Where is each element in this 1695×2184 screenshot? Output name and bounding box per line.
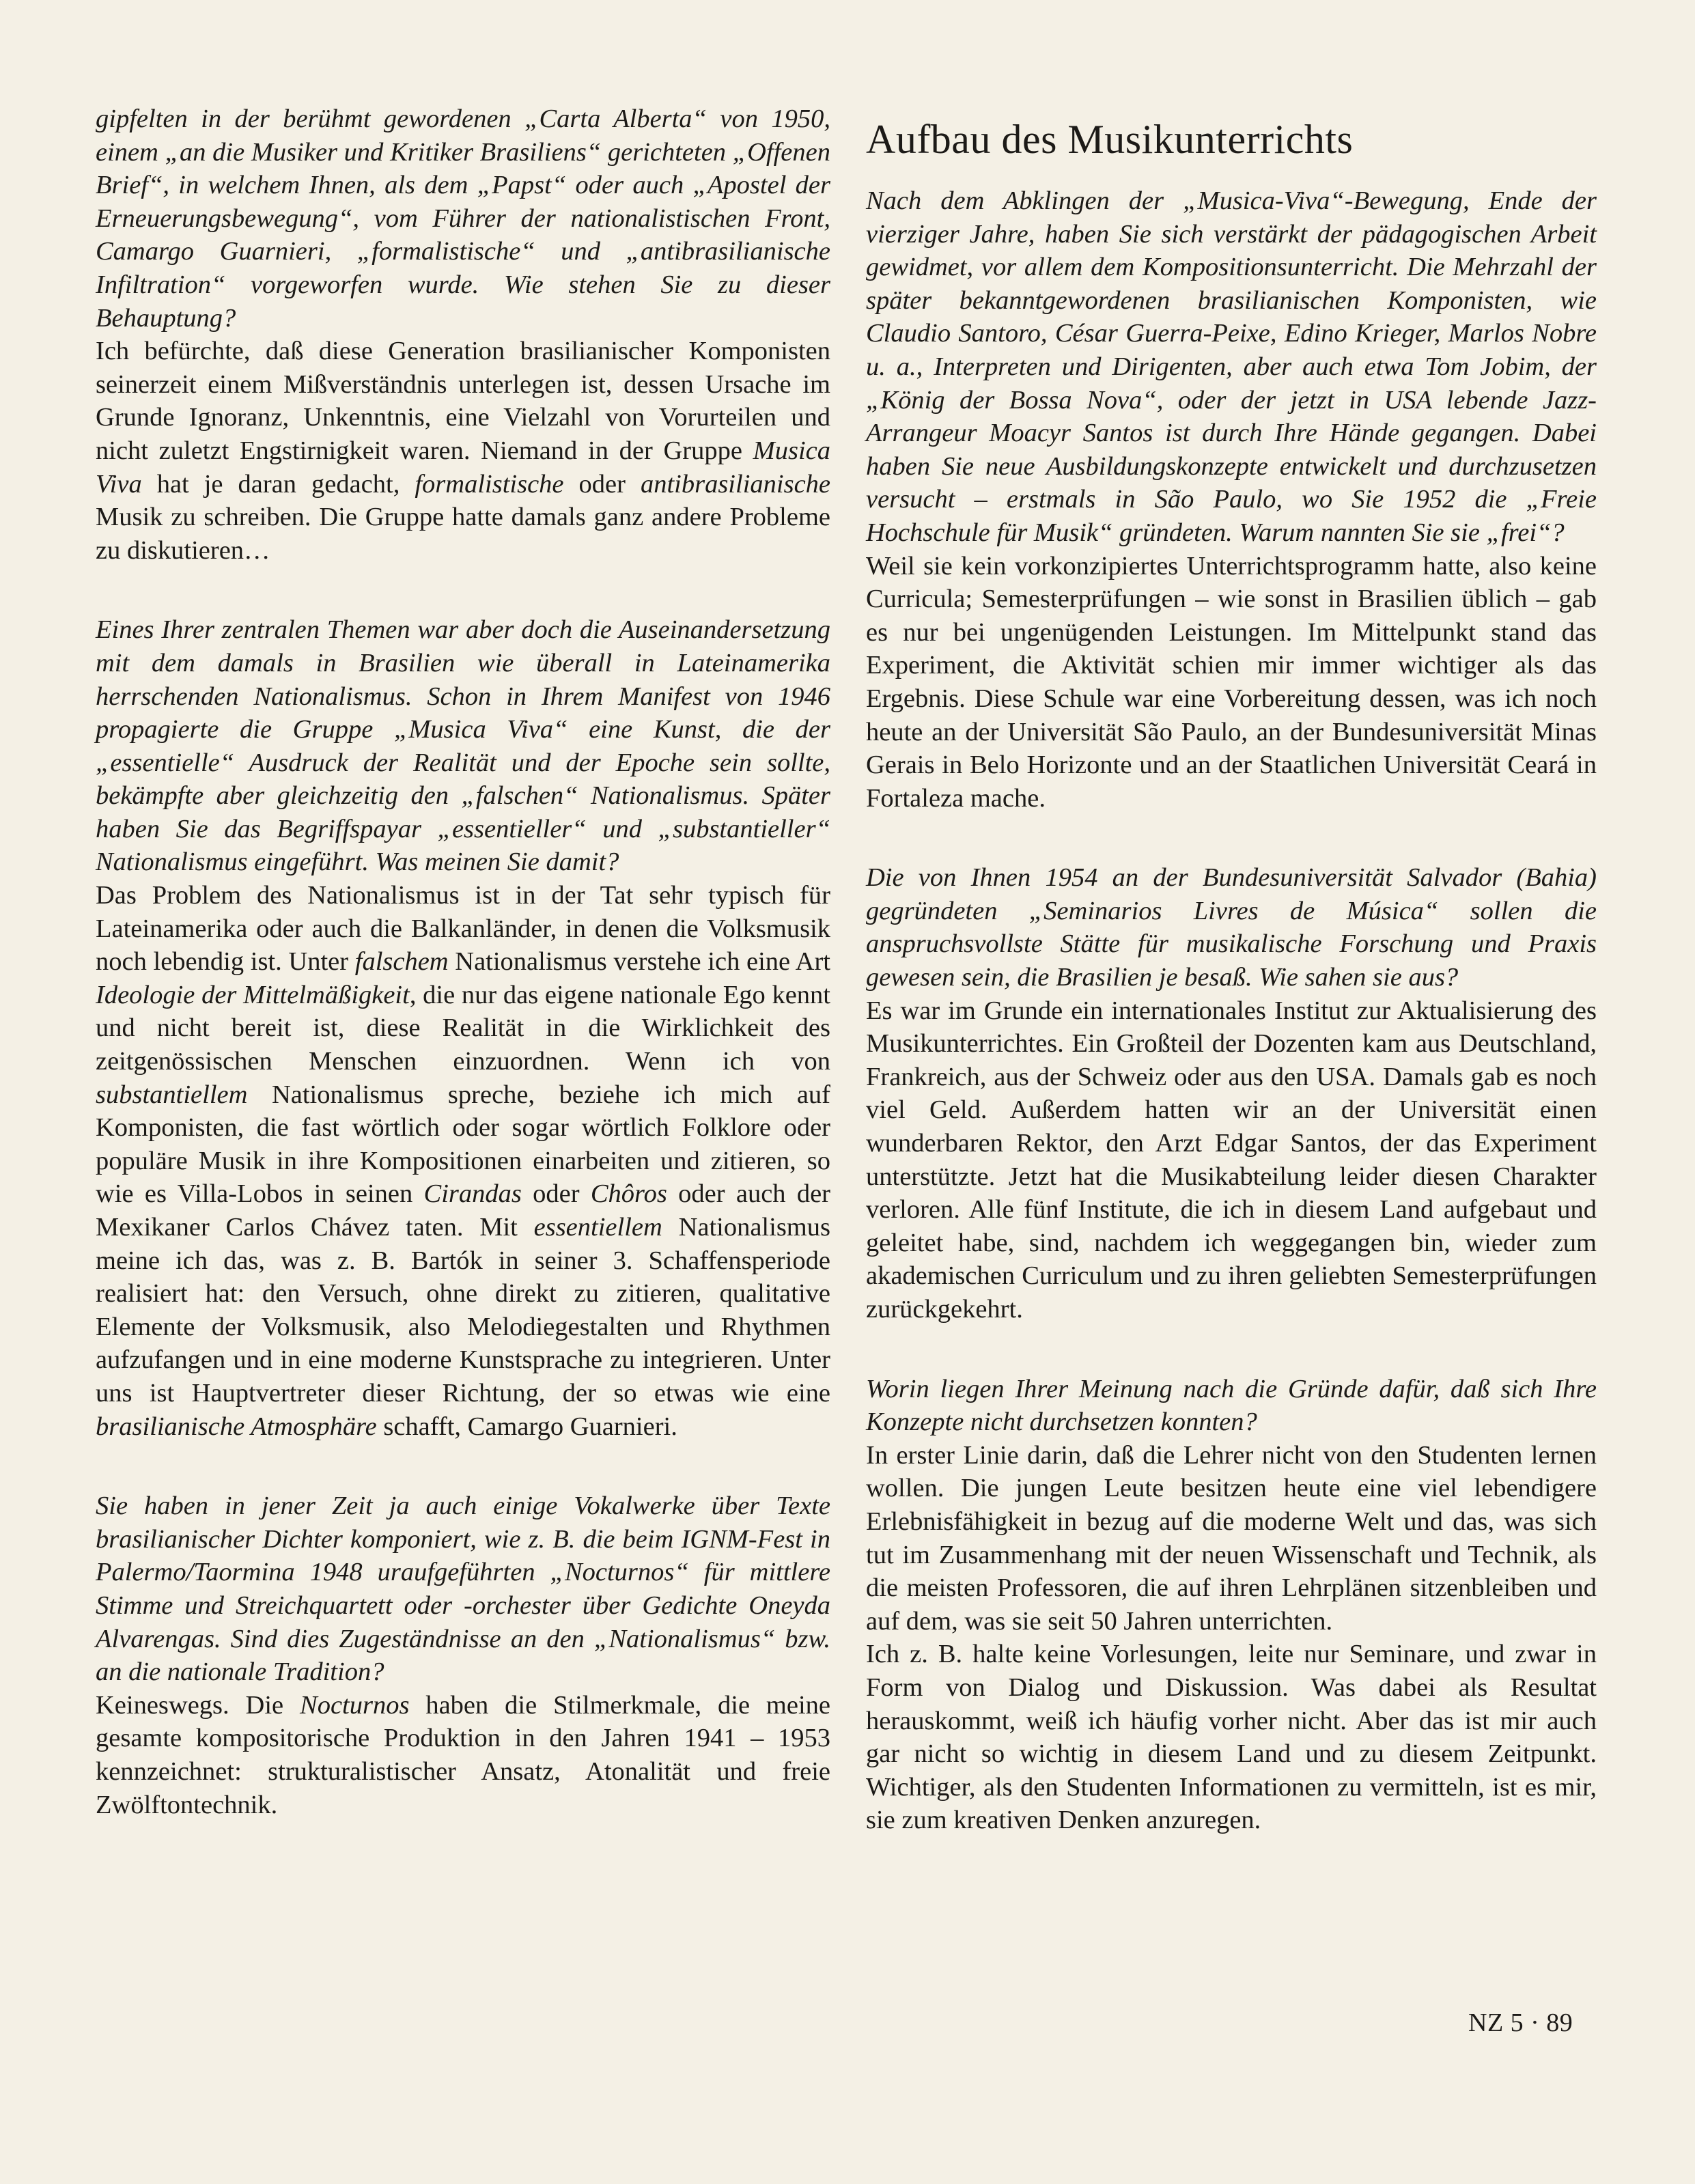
- left-column: [96, 102, 830, 1821]
- question-5: Die von Ihnen 1954 an der Bundesuniversität Salvador (Bahia) gegründeten „Seminarios Livres de Música“ sollen die anspruchsvollste Stätte für musikalische Forschung und Praxis gewesen sein, die Brasilien je besaß. Wie sahen sie aus?: [866, 863, 1597, 992]
- answer-3: Keineswegs. Die Nocturnos haben die Stilmerkmale, die meine gesamte kompositorische Produktion in den Jahren 1941 – 1953 kennzeichnet: strukturalistischer Ansatz, Atonalität und freie Zwölftontechnik.: [96, 1690, 830, 1819]
- answer-5: Es war im Grunde ein internationales Institut zur Aktualisierung des Musikunterrichtes. Ein Großteil der Dozenten kam aus Deutschland, Frankreich, aus der Schweiz oder aus den USA. Damals gab es noch viel Geld. Außerdem hatten wir an der Universität einen wunderbaren Rektor, den Arzt Edgar Santos, der das Experiment unterstützte. Jetzt hat die Musikabteilung leider diesen Charakter verloren. Alle fünf Institute, die ich in diesem Land aufgebaut und geleitet habe, sind, nachdem ich weggegangen bin, wieder zum akademischen Curriculum und zu ihren geliebten Semesterprüfungen zurückgekehrt.: [866, 996, 1597, 1324]
- page-footer: NZ 5 · 89: [1468, 2008, 1573, 2037]
- right-column: [866, 115, 1597, 1837]
- question-4: Nach dem Abklingen der „Musica-Viva“-Bewegung, Ende der vierziger Jahre, haben Sie sich verstärkt der pädagogischen Arbeit gewidmet, vor allem dem Kompositionsunterricht. Die Mehrzahl der später bekanntgewordenen brasilianischen Komponisten, wie Claudio Santoro, César Guerra-Peixe, Edino Krieger, Marlos Nobre u. a., Interpreten und Dirigenten, aber auch etwa Tom Jobim, der „König der Bossa Nova“, oder der jetzt in USA lebende Jazz-Arrangeur Moacyr Santos ist durch Ihre Hände gegangen. Dabei haben Sie neue Ausbildungskonzepte entwickelt und durchzusetzen versucht – erstmals in São Paulo, wo Sie 1952 die „Freie Hochschule für Musik“ gründeten. Warum nannten Sie sie „frei“?: [866, 186, 1597, 547]
- question-3: Sie haben in jener Zeit ja auch einige Vokalwerke über Texte brasilianischer Dichter komponiert, wie z. B. die beim IGNM-Fest in Palermo/Taormina 1948 uraufgeführten „Nocturnos“ für mittlere Stimme und Streichquartett oder -orchester über Gedichte Oneyda Alvarengas. Sind dies Zugeständnisse an den „Nationalismus“ bzw. an die nationale Tradition?: [96, 1492, 830, 1687]
- question-2: Eines Ihrer zentralen Themen war aber doch die Auseinandersetzung mit dem damals in Brasilien wie überall in Lateinamerika herrschenden Nationalismus. Schon in Ihrem Manifest von 1946 propagierte die Gruppe „Musica Viva“ eine Kunst, die der „essentielle“ Ausdruck der Realität und der Epoche sein sollte, bekämpfte aber gleichzeitig den „falschen“ Nationalismus. Später haben Sie das Begriffspayar „essentieller“ und „substantieller“ Nationalismus eingeführt. Was meinen Sie damit?: [96, 615, 830, 877]
- answer-6a: In erster Linie darin, daß die Lehrer nicht von den Studenten lernen wollen. Die jungen Leute besitzen heute eine viel lebendigere Erlebnisfähigkeit in bezug auf die moderne Welt und das, was sich tut im Zusammenhang mit der neuen Wissenschaft und Technik, als die meisten Professoren, die auf ihren Lehrplänen sitzenbleiben und auf dem, was sie seit 50 Jahren unterrichten.: [866, 1440, 1597, 1636]
- answer-1: Ich befürchte, daß diese Generation brasilianischer Komponisten seinerzeit einem Mißverständnis unterlegen ist, dessen Ursache im Grunde Ignoranz, Unkenntnis, eine Vielzahl von Vorurteilen und nicht zuletzt Engstirnigkeit waren. Niemand in der Gruppe Musica Viva hat je daran gedacht, formalistische oder antibrasilianische Musik zu schreiben. Die Gruppe hatte damals ganz andere Probleme zu diskutieren…: [96, 337, 830, 565]
- question-1: gipfelten in der berühmt gewordenen „Carta Alberta“ von 1950, einem „an die Musiker und Kritiker Brasiliens“ gerichteten „Offenen Brief“, in welchem Ihnen, als dem „Papst“ oder auch „Apostel der Erneuerungsbewegung“, vom Führer der nationalistischen Front, Camargo Guarnieri, „formalistische“ und „antibrasilianische Infiltration“ vorgeworfen wurde. Wie stehen Sie zu dieser Behauptung?: [96, 104, 830, 333]
- answer-2: Das Problem des Nationalismus ist in der Tat sehr typisch für Lateinamerika oder auch die Balkanländer, in denen die Volksmusik noch lebendig ist. Unter falschem Nationalismus verstehe ich eine Art Ideologie der Mittelmäßigkeit, die nur das eigene nationale Ego kennt und nicht bereit ist, diese Realität in die Wirklichkeit des zeitgenössischen Menschen einzuordnen. Wenn ich von substantiellem Nationalismus spreche, beziehe ich mich auf Komponisten, die fast wörtlich oder sogar wörtlich Folklore oder populäre Musik in ihre Kompositionen einarbeiten und zitieren, so wie es Villa-Lobos in seinen Cirandas oder Chôros oder auch der Mexikaner Carlos Chávez taten. Mit essentiellem Nationalismus meine ich das, was z. B. Bartók in seiner 3. Schaffensperiode realisiert hat: den Versuch, ohne direkt zu zitieren, qualitative Elemente der Volksmusik, also Melodiegestalten und Rhythmen aufzufangen und in eine moderne Kunstsprache zu integrieren. Unter uns ist Hauptvertreter dieser Richtung, der so etwas wie eine brasilianische Atmosphäre schafft, Camargo Guarnieri.: [96, 881, 831, 1441]
- section-heading: Aufbau des Musikunterrichts: [866, 117, 1354, 162]
- answer-6b: Ich z. B. halte keine Vorlesungen, leite nur Seminare, und zwar in Form von Dialog und Diskussion. Was dabei als Resultat herauskommt, weiß ich häufig vorher nicht. Aber das ist mir auch gar nicht so wichtig in diesem Land und zu diesem Zeitpunkt. Wichtiger, als den Studenten Informationen zu vermitteln, ist es mir, sie zum kreativen Denken anzuregen.: [866, 1640, 1597, 1835]
- question-6: Worin liegen Ihrer Meinung nach die Gründe dafür, daß sich Ihre Konzepte nicht durchsetzen konnten?: [866, 1374, 1597, 1437]
- answer-4: Weil sie kein vorkonzipiertes Unterrichtsprogramm hatte, also keine Curricula; Semesterprüfungen – wie sonst in Brasilien üblich – gab es nur bei ungenügenden Leistungen. Im Mittelpunkt stand das Experiment, die Aktivität schien mir immer wichtiger als das Ergebnis. Diese Schule war eine Vorbereitung dessen, was ich noch heute an der Universität São Paulo, an der Bundesuniversität Minas Gerais in Belo Horizonte und an der Staatlichen Universität Ceará in Fortaleza mache.: [866, 551, 1597, 813]
